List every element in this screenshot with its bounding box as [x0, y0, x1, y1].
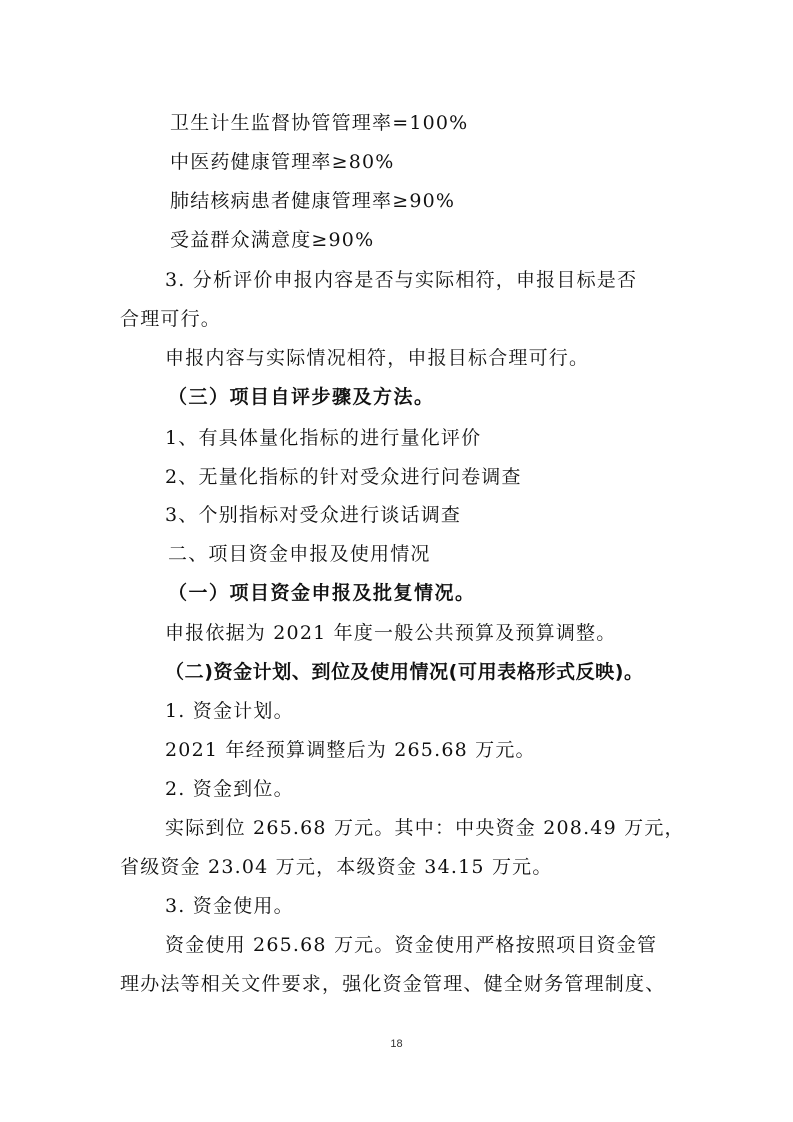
section-heading-2: （二)资金计划、到位及使用情况(可用表格形式反映)。: [165, 661, 644, 683]
text-line-4: 受益群众满意度≥90%: [170, 229, 375, 251]
section-heading-3: （三）项目自评步骤及方法。: [168, 386, 435, 408]
section-heading-1: （一）项目资金申报及批复情况。: [168, 582, 476, 604]
text-line-16: 1. 资金计划。: [165, 700, 294, 722]
text-line-18: 2. 资金到位。: [165, 778, 294, 800]
text-line-19: 实际到位 265.68 万元。其中：中央资金 208.49 万元，: [165, 817, 685, 839]
chapter-heading-2: 二、项目资金申报及使用情况: [168, 543, 431, 565]
text-line-7: 申报内容与实际情况相符，申报目标合理可行。: [165, 347, 590, 369]
text-line-9: 1、有具体量化指标的进行量化评价: [165, 427, 482, 449]
text-line-20: 省级资金 23.04 万元，本级资金 34.15 万元。: [120, 856, 553, 878]
page-number: 18: [390, 1038, 403, 1050]
text-line-10: 2、无量化指标的针对受众进行问卷调查: [165, 466, 522, 488]
text-line-2: 中医药健康管理率≥80%: [170, 151, 395, 173]
text-line-21: 3. 资金使用。: [165, 895, 294, 917]
text-line-11: 3、个别指标对受众进行谈话调查: [165, 504, 462, 526]
text-line-22: 资金使用 265.68 万元。资金使用严格按照项目资金管: [165, 934, 658, 956]
text-line-23: 理办法等相关文件要求，强化资金管理、健全财务管理制度、: [120, 973, 666, 995]
text-line-6: 合理可行。: [120, 308, 222, 330]
text-line-3: 肺结核病患者健康管理率≥90%: [170, 190, 456, 212]
text-line-1: 卫生计生监督协管管理率=100%: [170, 112, 469, 134]
text-line-14: 申报依据为 2021 年度一般公共预算及预算调整。: [165, 622, 617, 644]
text-line-5: 3. 分析评价申报内容是否与实际相符，申报目标是否: [165, 269, 638, 291]
text-line-17: 2021 年经预算调整后为 265.68 万元。: [165, 739, 536, 761]
